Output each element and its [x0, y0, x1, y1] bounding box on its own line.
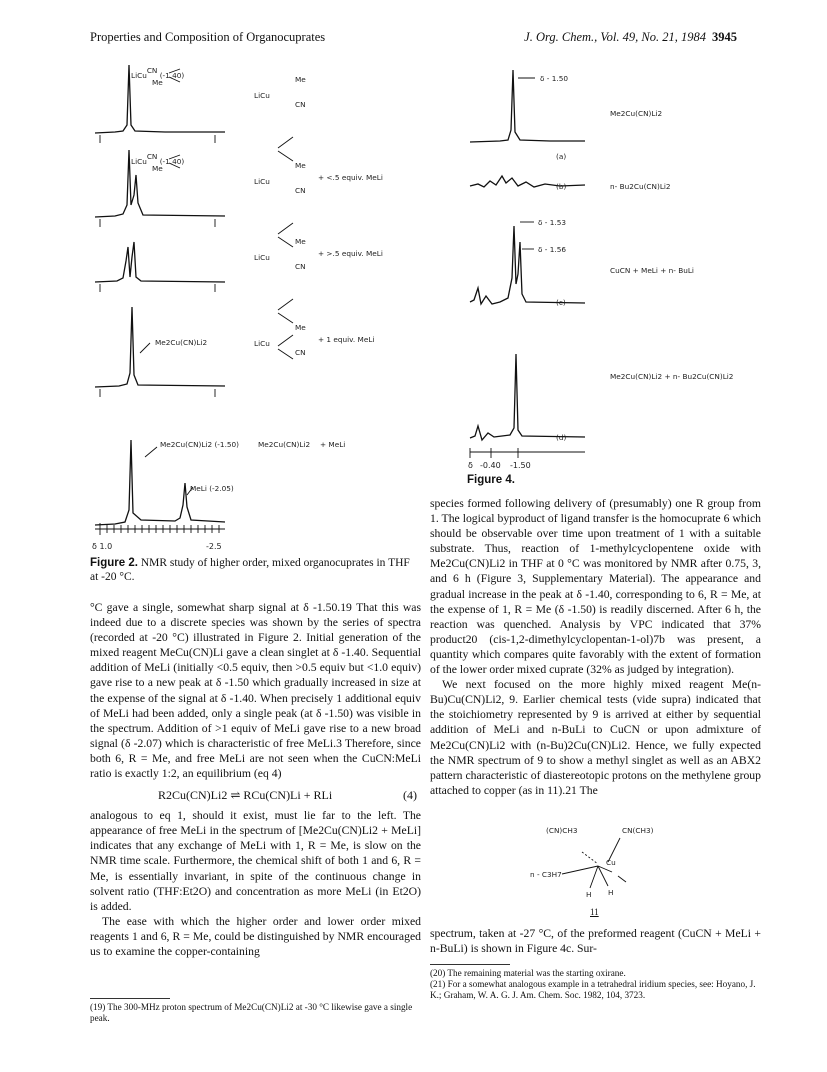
fig2-peak-label-2: LiCuCN (-1.40) — [131, 152, 185, 166]
fig4-peak-c1: δ - 1.53 — [538, 218, 566, 227]
footnote-20: (20) The remaining material was the starting oxirane. — [430, 968, 626, 978]
peak-label-bonds — [169, 69, 180, 168]
fig2-reagent-4-cn: CN — [295, 348, 306, 357]
fig4-peak-c2: δ - 1.56 — [538, 245, 566, 254]
structure-11-h2: H — [608, 888, 614, 897]
fig4-label-a: (a) — [556, 152, 567, 161]
fig2-reagent-4-licu: LiCu — [254, 339, 270, 348]
fig2-peak-label-1: LiCuCN (-1.40) — [131, 66, 185, 80]
figure-4-caption — [467, 474, 515, 488]
right-paragraph-1: species formed following delivery of (presumably) one R group from 1. The logical byproduct of ligand transfer is the homocuprate 6 which should be observable over time upon treatment of 1 with a suitable substrate. Thus, reaction of 1-methylcyclopentene oxide with Me2Cu(CN)Li2 in THF at 0 °C was monitored by NMR after 0.75, 3, and 6 h (Figure 3, Supplementary Material). The appearance and gradual increase in the peak at δ -1.40, corresponding to 6, R = Me, at the expense of 1, R = Me (δ -1.50) is readily discerned. After 6 h, the reaction was quenched. Analysis by VPC indicated that 37% product20 (cis-1,2-dimethylcyclopentan-1-ol)7b was present, a quantity which compares quite favorably with the extent of formation of the lower order mixed cuprate (32% as judged by integration). — [430, 497, 761, 677]
structure-11-number: 11 — [590, 907, 599, 917]
left-paragraph-1: °C gave a single, somewhat sharp signal at δ -1.50.19 That this was indeed due to a discrete species was shown by the series of spectra (recorded at -20 °C) illustrated in Figure 2. Initial generation of the mixed reagent MeCu(CN)Li gave a clean singlet at δ -1.40. Sequential addition of MeLi (initially <0.5 equiv, then >0.5 equiv but <1.0 equiv) gave rise to a new peak at δ -1.50 which gradually increased in size at the expense of the signal at δ -1.40. When precisely 1 additional equiv of MeLi had been added, only a single peak (at δ -1.50) was visible in the spectrum. Addition of >1 equiv of MeLi gave rise to a new broad signal (δ -2.07) which is characteristic of free MeLi.3 Therefore, since both 6, R = Me, and free MeLi are not seen when the CuCN:MeLi ratio is exactly 1:2, an equilibrium (eq 4) — [90, 601, 421, 781]
fig4-label-b: (b) — [556, 182, 567, 191]
fig4-axis-tick-040: -0.40 — [480, 461, 501, 470]
spectrum-3-trace — [95, 242, 225, 282]
running-header-title: Properties and Composition of Organocuprates — [90, 30, 326, 44]
left-footnote-rule — [90, 998, 170, 999]
structure-11-top-right: CN(CH3) — [622, 826, 654, 835]
structure-11-h1: H — [586, 890, 592, 899]
fig4-axis-tick-150: -1.50 — [510, 461, 531, 470]
right-footnotes — [430, 968, 761, 1001]
spectrum-4-trace — [95, 307, 225, 387]
fig2-reagent-5: Me2Cu(CN)Li2 — [258, 440, 311, 449]
fig2-meli-label: MeLi (-2.05) — [190, 484, 234, 493]
fig2-me-label-1: Me — [152, 78, 163, 87]
fig2-reagent-2-licu: LiCu — [254, 177, 270, 186]
figure-2-caption — [90, 557, 420, 584]
structure-11-top-left: (CN)CH3 — [546, 826, 578, 835]
structure-11-alkyl: n - C3H7 — [530, 870, 562, 879]
fig2-reagent-1-cn: CN — [295, 100, 306, 109]
journal-citation: J. Org. Chem., Vol. 49, No. 21, 1984 — [524, 30, 706, 44]
structure-11-metal: Cu — [606, 858, 616, 867]
structure-11-bonds — [520, 824, 700, 914]
fig4-reagent-c: CuCN + MeLi + n- BuLi — [610, 266, 694, 275]
fig2-axis-left: δ 1.0 — [92, 542, 113, 551]
spectrum-5-trace — [95, 440, 225, 525]
fig4-axis-tick-delta: δ — [468, 461, 473, 470]
fig2-peak-label-5: Me2Cu(CN)Li2 (-1.50) — [160, 440, 240, 449]
right-footnote-rule — [430, 964, 510, 965]
right-column-text-continued — [430, 926, 761, 956]
left-paragraph-3: The ease with which the higher order and lower order mixed reagents 1 and 6, R = Me, could be distinguished by NMR encouraged us to examine the copper-containing — [90, 914, 421, 958]
fig2-axis-right: -2.5 — [206, 542, 222, 551]
fig2-reagent-2-cn: CN — [295, 186, 306, 195]
fig2-addition-2: + <.5 equiv. MeLi — [318, 173, 383, 182]
spectrum-4-label-leader — [140, 343, 150, 353]
fig2-peak-label-4: Me2Cu(CN)Li2 — [155, 338, 208, 347]
fig4-peak-a: δ - 1.50 — [540, 74, 568, 83]
figure-2-caption-text: NMR study of higher order, mixed organocuprates in THF at -20 °C. — [90, 557, 410, 583]
fig2-addition-5: + MeLi — [320, 440, 346, 449]
fig2-reagent-2-me: Me — [295, 161, 306, 170]
figure-4-caption-label: Figure 4. — [467, 474, 515, 486]
right-paragraph-3: spectrum, taken at -27 °C, of the preformed reagent (CuCN + MeLi + n-BuLi) is shown in Figure 4c. Sur- — [430, 927, 761, 956]
fig2-reagent-3-cn: CN — [295, 262, 306, 271]
fig2-reagent-1-licu: LiCu — [254, 91, 270, 100]
equation-4-number: (4) — [403, 788, 417, 803]
fig2-reagent-1-me: Me — [295, 75, 306, 84]
fig2-reagent-4-me: Me — [295, 323, 306, 332]
fig4-reagent-a: Me2Cu(CN)Li2 — [610, 109, 663, 118]
figure-2-caption-label: Figure 2. — [90, 557, 138, 569]
spectrum-5-label-leader — [145, 447, 157, 457]
right-column-text — [430, 496, 761, 798]
fig4-label-d: (d) — [556, 433, 567, 442]
fig4-label-c: (c) — [556, 298, 566, 307]
fig4-reagent-b: n- Bu2Cu(CN)Li2 — [610, 182, 671, 191]
equation-4 — [90, 784, 421, 808]
reagent-bonds — [278, 137, 293, 359]
fig2-reagent-3-me: Me — [295, 237, 306, 246]
fig2-addition-4: + 1 equiv. MeLi — [318, 335, 375, 344]
left-paragraph-2: analogous to eq 1, should it exist, must lie far to the left. The appearance of free MeLi in the spectrum of [Me2Cu(CN)Li2 + MeLi] indicates that any exchange of MeLi with 1, R = Me, is slow on the NMR time scale. Furthermore, the chemical shift of both 1 and 6, R = Me, is essentially invariant, in spite of the continuous change in solvent ratio (THF:Et2O) and concentration as more MeLi (in Et2O) is added. — [90, 809, 421, 913]
fig2-shift-2: (-1.40) — [159, 157, 185, 166]
figure-4-spectra — [430, 60, 760, 480]
fig2-me-label-2: Me — [152, 164, 163, 173]
fig2-reagent-3-licu: LiCu — [254, 253, 270, 262]
equation-4-body: R2Cu(CN)Li2 ⇌ RCu(CN)Li + RLi — [158, 788, 333, 803]
page-number: 3945 — [712, 30, 737, 44]
spectrum-b-trace — [470, 176, 585, 187]
fig2-shift-1: (-1.40) — [159, 71, 185, 80]
footnote-19: (19) The 300-MHz proton spectrum of Me2Cu(CN)Li2 at -30 °C likewise gave a single peak. — [90, 1002, 413, 1023]
left-column-text — [90, 600, 421, 959]
right-paragraph-2: We next focused on the more highly mixed reagent Me(n-Bu)Cu(CN)Li2, 9. Earlier chemical tests (vide supra) indicated that the stoichiometry represented by 9 is arrived at either by sequential addition of MeLi and n-BuLi to CuCN or upon admixture of Me2Cu(CN)Li2 with (n-Bu)2Cu(CN)Li2. Hence, we fully expected the NMR spectrum of 9 to show a methyl singlet as well as an ABX2 pattern characteristic of diastereotopic protons on the methylene group attached to copper (as in 11).21 The — [430, 678, 761, 797]
spectrum-c-trace — [470, 226, 585, 304]
fig4-reagent-d: Me2Cu(CN)Li2 + n- Bu2Cu(CN)Li2 — [610, 372, 734, 381]
figure-2-spectra — [85, 55, 425, 560]
spectrum-d-trace — [470, 354, 585, 440]
fig2-addition-3: + >.5 equiv. MeLi — [318, 249, 383, 258]
footnote-21: (21) For a somewhat analogous example in a tetrahedral iridium species, see: Hoyano, J. K.; Graham, W. A. G. J. Am. Chem. Soc. 1982, 104, 3723. — [430, 979, 756, 1000]
running-header-journal — [524, 30, 737, 45]
